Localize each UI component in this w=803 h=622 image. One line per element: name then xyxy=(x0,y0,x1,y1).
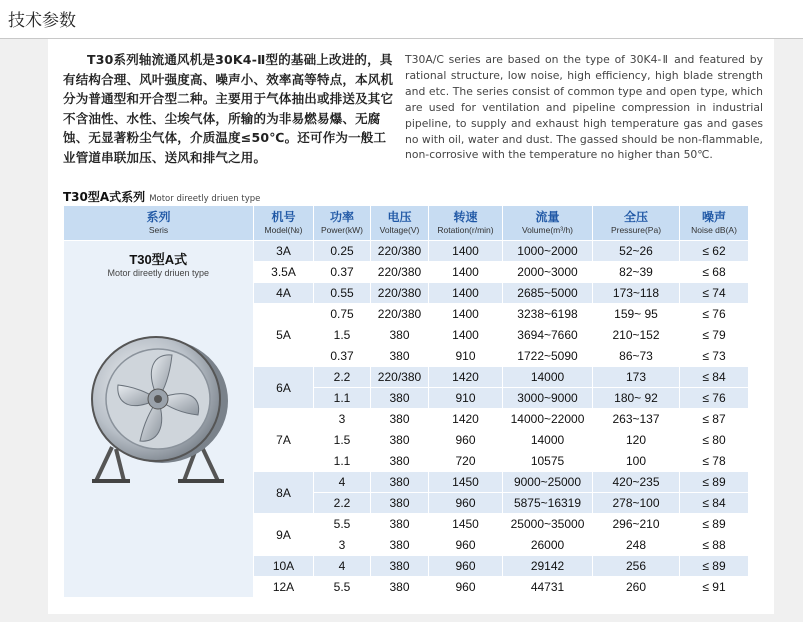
table-cell: 1.5 xyxy=(314,430,371,451)
table-cell: 100 xyxy=(593,451,680,472)
table-cell: 2685~5000 xyxy=(503,283,593,304)
table-cell: 2.2 xyxy=(314,493,371,514)
table-cell: 278~100 xyxy=(593,493,680,514)
table-cell: 25000~35000 xyxy=(503,514,593,535)
table-cell: ≤ 74 xyxy=(680,283,749,304)
table-cell: 296~210 xyxy=(593,514,680,535)
table-cell: 5875~16319 xyxy=(503,493,593,514)
table-cell: 380 xyxy=(371,409,429,430)
table-cell: 3 xyxy=(314,535,371,556)
table-cell: 220/380 xyxy=(371,367,429,388)
table-cell: ≤ 62 xyxy=(680,241,749,262)
table-cell: 5.5 xyxy=(314,514,371,535)
table-cell: 380 xyxy=(371,325,429,346)
table-cell: 420~235 xyxy=(593,472,680,493)
table-cell: 1.1 xyxy=(314,388,371,409)
table-cell: 5.5 xyxy=(314,577,371,598)
spec-table-body xyxy=(64,241,749,598)
table-title xyxy=(63,188,260,205)
table-cell: 180~ 92 xyxy=(593,388,680,409)
table-cell: 380 xyxy=(371,451,429,472)
table-cell: 960 xyxy=(429,577,503,598)
table-cell: 1722~5090 xyxy=(503,346,593,367)
table-cell: 380 xyxy=(371,577,429,598)
table-cell: 260 xyxy=(593,577,680,598)
table-cell: 210~152 xyxy=(593,325,680,346)
table-title-en: Motor direetly driuen type xyxy=(149,194,261,204)
table-cell: 1450 xyxy=(429,472,503,493)
table-cell: 173~118 xyxy=(593,283,680,304)
axial-fan-photo xyxy=(84,329,234,489)
table-cell: 380 xyxy=(371,388,429,409)
table-cell: 0.25 xyxy=(314,241,371,262)
model-cell: 7A xyxy=(254,409,314,472)
table-cell: 0.37 xyxy=(314,346,371,367)
table-cell: 220/380 xyxy=(371,241,429,262)
table-cell: 910 xyxy=(429,388,503,409)
model-cell: 3.5A xyxy=(254,262,314,283)
table-cell: 0.37 xyxy=(314,262,371,283)
model-cell: 10A xyxy=(254,556,314,577)
table-cell: 960 xyxy=(429,556,503,577)
table-cell: 960 xyxy=(429,493,503,514)
column-header: 全压 Pressure(Pa) xyxy=(593,206,680,241)
table-row xyxy=(64,241,749,262)
table-cell: 1400 xyxy=(429,325,503,346)
table-cell: 9000~25000 xyxy=(503,472,593,493)
table-cell: 1420 xyxy=(429,409,503,430)
spec-table xyxy=(63,205,749,598)
table-cell: ≤ 73 xyxy=(680,346,749,367)
table-cell: ≤ 76 xyxy=(680,304,749,325)
table-cell: ≤ 68 xyxy=(680,262,749,283)
table-cell: ≤ 79 xyxy=(680,325,749,346)
table-cell: ≤ 89 xyxy=(680,514,749,535)
table-cell: 1.1 xyxy=(314,451,371,472)
table-cell: ≤ 76 xyxy=(680,388,749,409)
table-cell: 960 xyxy=(429,535,503,556)
series-cell xyxy=(64,241,254,598)
table-cell: 1400 xyxy=(429,283,503,304)
table-cell: ≤ 91 xyxy=(680,577,749,598)
table-cell: 2000~3000 xyxy=(503,262,593,283)
page-title: 技术参数 xyxy=(8,11,76,31)
table-cell: 3694~7660 xyxy=(503,325,593,346)
table-cell: ≤ 88 xyxy=(680,535,749,556)
table-cell: 2.2 xyxy=(314,367,371,388)
table-title-cn: T30型A式系列 xyxy=(63,190,146,204)
column-header: 功率 Power(kW) xyxy=(314,206,371,241)
model-cell: 8A xyxy=(254,472,314,514)
table-cell: 960 xyxy=(429,430,503,451)
table-cell: 120 xyxy=(593,430,680,451)
table-cell: 14000 xyxy=(503,367,593,388)
table-cell: 248 xyxy=(593,535,680,556)
table-cell: 44731 xyxy=(503,577,593,598)
model-cell: 12A xyxy=(254,577,314,598)
table-cell: 720 xyxy=(429,451,503,472)
table-cell: 220/380 xyxy=(371,304,429,325)
table-cell: 1.5 xyxy=(314,325,371,346)
model-cell: 9A xyxy=(254,514,314,556)
table-cell: 3238~6198 xyxy=(503,304,593,325)
model-cell: 4A xyxy=(254,283,314,304)
column-header: 流量 Volume(m³/h) xyxy=(503,206,593,241)
header-row xyxy=(64,206,749,241)
column-header: 机号 Model(№) xyxy=(254,206,314,241)
column-header: 噪声 Noise dB(A) xyxy=(680,206,749,241)
table-cell: ≤ 84 xyxy=(680,367,749,388)
table-cell: 380 xyxy=(371,430,429,451)
table-cell: 1400 xyxy=(429,262,503,283)
table-cell: 220/380 xyxy=(371,283,429,304)
table-cell: 1400 xyxy=(429,304,503,325)
table-cell: 0.75 xyxy=(314,304,371,325)
table-cell: 14000 xyxy=(503,430,593,451)
table-cell: 52~26 xyxy=(593,241,680,262)
table-cell: 1420 xyxy=(429,367,503,388)
series-subtitle: Motor direetly driuen type xyxy=(107,268,210,278)
table-cell: 1450 xyxy=(429,514,503,535)
series-name: T30型A式 xyxy=(129,252,188,267)
page-header xyxy=(0,0,803,39)
table-cell: 220/380 xyxy=(371,262,429,283)
table-cell: 0.55 xyxy=(314,283,371,304)
intro-english: T30A/C series are based on the type of 30K4-Ⅱ and featured by rational structure, low noise, high efficiency, high blade strength and etc. The series consist of common type and open type, which are used for ventilation and pipeline compression in industrial pipeline, to supply and exhaust high temperature gas and gases no with oil, water and dust. The gassed should be non-flammable, non-corrosive with the temperature no higher than 50℃. xyxy=(405,53,763,162)
table-cell: 380 xyxy=(371,535,429,556)
column-header: 转速 Rotation(r/min) xyxy=(429,206,503,241)
table-cell: 4 xyxy=(314,556,371,577)
column-header: 电压 Voltage(V) xyxy=(371,206,429,241)
table-cell: 82~39 xyxy=(593,262,680,283)
table-cell: ≤ 80 xyxy=(680,430,749,451)
model-cell: 3A xyxy=(254,241,314,262)
table-cell: 14000~22000 xyxy=(503,409,593,430)
table-cell: ≤ 89 xyxy=(680,556,749,577)
table-cell: 263~137 xyxy=(593,409,680,430)
table-cell: 10575 xyxy=(503,451,593,472)
table-cell: ≤ 89 xyxy=(680,472,749,493)
table-cell: 86~73 xyxy=(593,346,680,367)
table-cell: 380 xyxy=(371,346,429,367)
model-cell: 6A xyxy=(254,367,314,409)
table-cell: 380 xyxy=(371,514,429,535)
table-cell: 256 xyxy=(593,556,680,577)
table-cell: 26000 xyxy=(503,535,593,556)
table-cell: 380 xyxy=(371,556,429,577)
table-cell: 1000~2000 xyxy=(503,241,593,262)
spec-table-head xyxy=(64,206,749,241)
table-cell: 29142 xyxy=(503,556,593,577)
table-cell: 380 xyxy=(371,472,429,493)
table-cell: 3000~9000 xyxy=(503,388,593,409)
table-cell: 910 xyxy=(429,346,503,367)
table-cell: 159~ 95 xyxy=(593,304,680,325)
table-cell: 173 xyxy=(593,367,680,388)
table-cell: 380 xyxy=(371,493,429,514)
table-cell: ≤ 87 xyxy=(680,409,749,430)
table-cell: ≤ 78 xyxy=(680,451,749,472)
column-header: 系列 Seris xyxy=(64,206,254,241)
table-cell: ≤ 84 xyxy=(680,493,749,514)
table-cell: 1400 xyxy=(429,241,503,262)
model-cell: 5A xyxy=(254,304,314,367)
table-cell: 4 xyxy=(314,472,371,493)
intro-chinese: T30系列轴流通风机是30K4-Ⅱ型的基础上改进的，具有结构合理、风叶强度高、噪声小、效率高等特点，本风机分为普通型和开合型二种。主要用于气体抽出或排送及其它不含油性、水性、尘埃气体，所输的为非易燃易爆、无腐蚀、无显著粉尘气体，介质温度≤50℃。还可作为一般工业管道串联加压、送风和排气之用。 xyxy=(63,52,394,165)
table-cell: 3 xyxy=(314,409,371,430)
